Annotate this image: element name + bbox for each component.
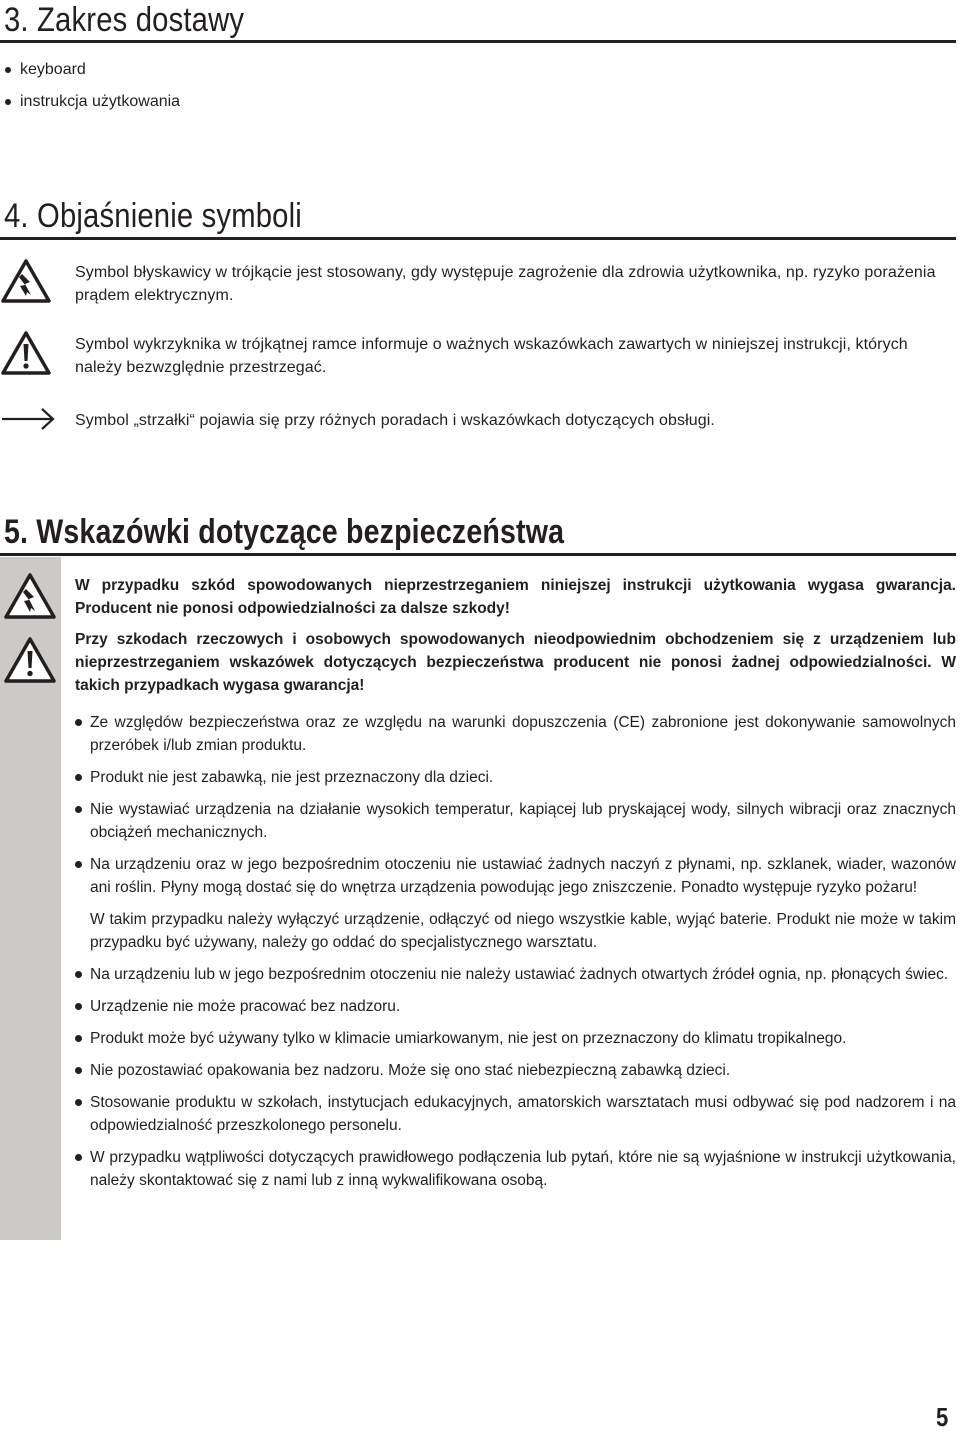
warranty-warning: W przypadku szkód spowodowanych nieprzestrzeganiem niniejszej instrukcji użytkowania wygasa gwarancja. Producent nie ponosi odpowiedzialności za dalsze szkody! [75,577,956,617]
safety-content [75,574,956,1201]
list-item: W przypadku wątpliwości dotyczących prawidłowego podłączenia lub pytań, które nie są wyjaśnione w instrukcji użytkowania, należy skontaktować się z nami lub z inną wykwalifikowana osobą. [75,1146,956,1192]
delivery-item: instrukcja użytkowania [4,92,180,124]
lightning-warning-icon [3,572,57,620]
symbol-arrow-text: Symbol „strzałki“ pojawia się przy różnych poradach i wskazówkach dotyczących obsługi. [75,412,715,429]
exclamation-warning-icon [0,330,52,376]
safety-list [75,711,956,1192]
symbol-exclamation-text: Symbol wykrzyknika w trójkątnej ramce informuje o ważnych wskazówkach zawartych w niniejszej instrukcji, których należy bezwzględnie przestrzegać. [75,336,908,376]
list-item-continuation: W takim przypadku należy wyłączyć urządzenie, odłączyć od niego wszystkie kable, wyjąć baterie. Produkt nie może w takim przypadku być używany, należy go oddać do specjalistycznego warsztatu. [90,911,956,951]
list-item: Na urządzeniu lub w jego bezpośrednim otoczeniu nie należy ustawiać żadnych otwartych źródeł ognia, np. płonących świec. [75,963,956,986]
delivery-item: keyboard [4,60,180,92]
section-3-title: 3. Zakres dostawy [4,1,245,39]
list-item: Nie pozostawiać opakowania bez nadzoru. Może się ono stać niebezpieczną zabawką dzieci. [75,1059,956,1082]
list-item: Nie wystawiać urządzenia na działanie wysokich temperatur, kapiącej lub pryskającej wody, silnych wibracji oraz znacznych obciążeń mechanicznych. [75,798,956,844]
list-item: Na urządzeniu oraz w jego bezpośrednim otoczeniu nie ustawiać żadnych naczyń z płynami, np. szklanek, wiader, wazonów ani roślin. Płyny mogą dostać się do wnętrza urządzenia powodując jego zniszczenie. Ponadto występuje ryzyko pożaru! [75,853,956,899]
exclamation-warning-icon [3,636,57,684]
page-number: 5 [936,1402,949,1432]
safety-sidebar [0,557,61,1240]
symbol-lightning-text: Symbol błyskawicy w trójkącie jest stosowany, gdy występuje zagrożenie dla zdrowia użytkownika, np. ryzyko porażenia prądem elektrycznym. [75,264,936,304]
list-item: Stosowanie produktu w szkołach, instytucjach edukacyjnych, amatorskich warsztatach musi odbywać się pod nadzorem i na odpowiedzialność przeszkolonego personelu. [75,1091,956,1137]
list-item: Urządzenie nie może pracować bez nadzoru. [75,995,956,1018]
section-5-title: 5. Wskazówki dotyczące bezpieczeństwa [4,513,565,551]
section-4-title: 4. Objaśnienie symboli [4,197,302,235]
lightning-warning-icon [0,258,52,304]
delivery-list [4,60,180,124]
section-3-rule [0,40,956,43]
list-item: Ze względów bezpieczeństwa oraz ze względu na warunki dopuszczenia (CE) zabronione jest dokonywanie samowolnych przeróbek i/lub zmian produktu. [75,711,956,757]
section-4-rule [0,237,956,240]
list-item: Produkt nie jest zabawką, nie jest przeznaczony dla dzieci. [75,766,956,789]
liability-warning: Przy szkodach rzeczowych i osobowych spowodowanych nieodpowiednim obchodzeniem się z urządzeniem lub nieprzestrzeganiem wskazówek dotyczących bezpieczeństwa producent nie ponosi żadnej odpowiedzialności. W takich przypadkach wygasa gwarancja! [75,631,956,694]
arrow-icon [0,406,56,432]
section-5-rule [0,553,956,556]
list-item: Produkt może być używany tylko w klimacie umiarkowanym, nie jest on przeznaczony do klimatu tropikalnego. [75,1027,956,1050]
